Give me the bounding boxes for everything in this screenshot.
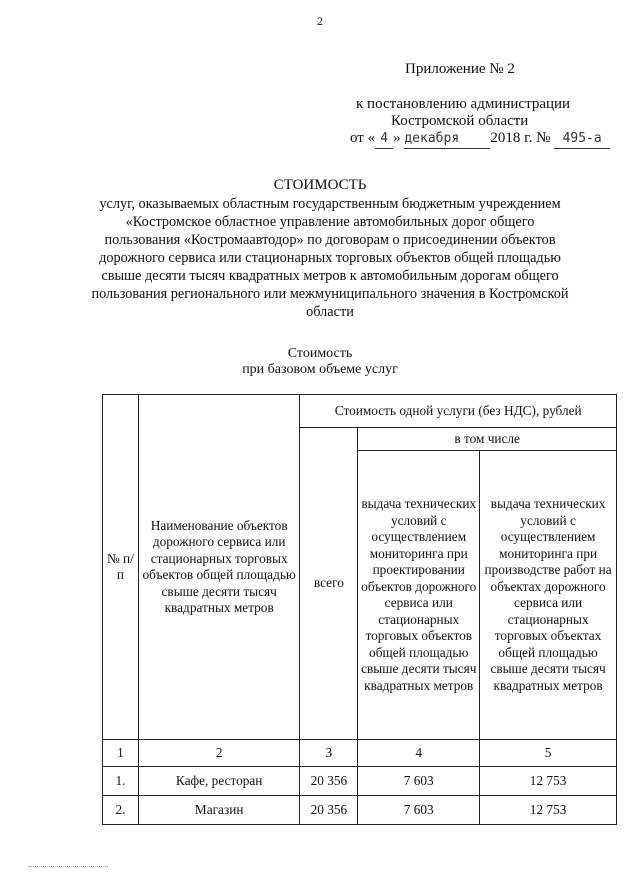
header-cost-group: Стоимость одной услуги (без НДС), рублей <box>300 395 617 428</box>
annex-line-1: к постановлению администрации <box>356 96 571 112</box>
table-row <box>103 767 617 796</box>
row-num: 1. <box>103 767 139 796</box>
header-name: Наименование объектов дорожного сервиса или стационарных торговых объектов общей площадью свыше десяти тысяч квадратных метров <box>138 395 300 740</box>
header-including: в том числе <box>358 428 617 451</box>
index-row <box>103 740 617 767</box>
row-works: 12 753 <box>480 767 617 796</box>
header-design: выдача технических условий с осуществлением мониторинга при проектировании объектов дорожного сервиса или стационарных торговых объектов общей площадью свыше десяти тысяч квадратных метров <box>358 451 480 740</box>
header-num: № п/п <box>103 395 139 740</box>
date-day: 4 <box>375 129 393 149</box>
document-description: услуг, оказываемых областным государственным бюджетным учреждением «Костромское областное управление автомобильных дорог общего пользования «Костромаавтодор» по договорам о присоединении объектов дорожного сервиса или стационарных торговых объектов общей площадью свыше десяти тысяч квадратных метров к автомобильным дорогам общего пользования регионального или межмуниципального значения в Костромской области <box>91 196 569 320</box>
date-month: декабря <box>404 129 490 149</box>
document-heading: СТОИМОСТЬ <box>273 177 367 193</box>
row-works: 12 753 <box>480 796 617 825</box>
row-design: 7 603 <box>358 767 480 796</box>
table-subheading: при базовом объеме услуг <box>242 362 398 377</box>
cost-table <box>102 394 617 825</box>
order-number: 495-а <box>554 129 610 149</box>
row-num: 2. <box>103 796 139 825</box>
index-cell: 1 <box>103 740 139 767</box>
index-cell: 4 <box>358 740 480 767</box>
row-design: 7 603 <box>358 796 480 825</box>
annex-title: Приложение № 2 <box>405 61 515 77</box>
date-year: 2018 г. № <box>490 130 551 146</box>
header-row-1 <box>103 395 617 428</box>
annex-line-2: Костромской области <box>391 113 529 129</box>
row-name: Кафе, ресторан <box>138 767 300 796</box>
index-cell: 3 <box>300 740 358 767</box>
table-row <box>103 796 617 825</box>
table-heading: Стоимость <box>287 346 353 361</box>
date-mid: » <box>393 130 401 146</box>
row-total: 20 356 <box>300 767 358 796</box>
row-name: Магазин <box>138 796 300 825</box>
header-total: всего <box>300 428 358 740</box>
page-number: 2 <box>317 14 323 28</box>
date-prefix: от « <box>350 130 376 146</box>
annex-date-line <box>350 129 610 149</box>
footer-divider <box>28 866 108 867</box>
index-cell: 2 <box>138 740 300 767</box>
index-cell: 5 <box>480 740 617 767</box>
row-total: 20 356 <box>300 796 358 825</box>
header-works: выдача технических условий с осуществлением мониторинга при производстве работ на объектах дорожного сервиса или стационарных торговых объектах общей площадью свыше десяти тысяч квадратных метров <box>480 451 617 740</box>
